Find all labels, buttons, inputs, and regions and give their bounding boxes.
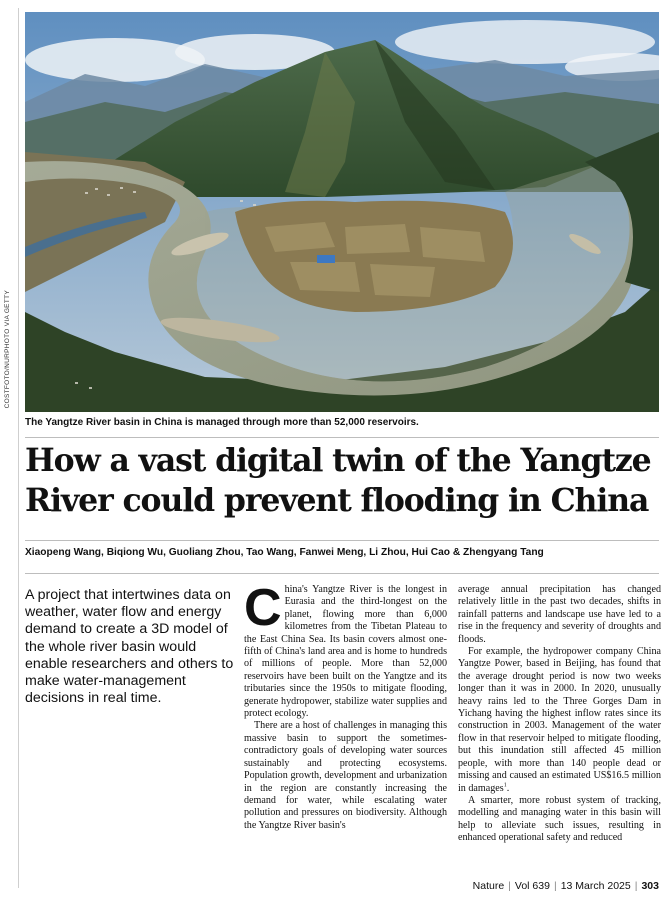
body-paragraph: There are a host of challenges in managing this massive basin to support the sometimes-contradictory goals of developing water sources sustainably and protecting ecosystems. Population growth, development and urbanization in the region are constantly increasing the demand for water, while escalating water pollution and pressures on biodiversity. Although the Yangtze River basin's [244, 720, 447, 831]
body-paragraph [458, 646, 661, 795]
issue-date: 13 March 2025 [560, 880, 631, 892]
paragraph-3-text: For example, the hydropower company China Yangtze Power, based in Beijing, has found that the average drought period is now two weeks longer than it was in 2000. In 2020, unusually heavy rains led to the Three Gorges Dam in Yichang having the highest inflow rates since its construction in 2003. Management of the water flow in that reservoir helped to mitigate flooding, but this inundation still affected 45 million people, with more than 140 people dead or missing and caused an estimated US$16.5 million in damages [458, 646, 661, 794]
reference-marker[interactable]: 1 [503, 782, 507, 789]
paragraph-3-end: . [506, 782, 510, 794]
body-paragraph-continued: average annual precipitation has changed relatively little in the past two decades, shifts in rainfall patterns and landscape use have led to a rise in the frequency and severity of droughts and floods. [458, 584, 661, 645]
journal-name: Nature [472, 880, 505, 892]
photo-credit: COSTFOTO/NURPHOTO VIA GETTY [4, 290, 11, 409]
hero-photo [25, 12, 659, 412]
headline-divider [25, 540, 659, 541]
yangtze-river-landscape-image [25, 12, 659, 412]
article-headline [25, 441, 659, 521]
body-column-2 [458, 584, 661, 845]
footer-separator: | [508, 880, 511, 892]
caption-divider [25, 437, 659, 438]
page-footer [440, 880, 659, 892]
photo-caption: The Yangtze River basin in China is managed through more than 52,000 reservoirs. [25, 417, 419, 428]
footer-separator: | [553, 880, 557, 892]
margin-rule [18, 8, 19, 888]
body-column-1 [244, 579, 447, 832]
body-paragraph: A smarter, more robust system of tracking, modelling and managing water in this basin will help to alleviate such issues, resulting in enhanced operational safety and reduced [458, 794, 661, 844]
body-paragraph [244, 579, 447, 720]
authors-divider [25, 573, 659, 574]
standfirst: A project that intertwines data on weather, water flow and energy demand to create a 3D model of the whole river basin would enable researchers and others to make water-management decisions in real time. [25, 587, 234, 707]
drop-cap: C [244, 579, 282, 637]
paragraph-1-text: hina's Yangtze River is the longest in Eurasia and the third-longest on the planet, flowing more than 6,000 kilometres from the Tibetan Plateau to the East China Sea. Its basin covers almost one-fifth of China's land area and is home to hundreds of millions of people. More than 52,000 reservoirs have been built on the Yangtze and its tributaries since the 1950s to mitigate flooding, generate hydropower, stabilize water supplies and protect ecology. [244, 584, 447, 720]
footer-separator: | [634, 880, 638, 892]
headline-line-1: How a vast digital twin of the Yangtze [25, 442, 651, 479]
author-list: Xiaopeng Wang, Biqiong Wu, Guoliang Zhou, Tao Wang, Fanwei Meng, Li Zhou, Hui Cao & Zhengyang Tang [25, 547, 544, 558]
page-number: 303 [641, 880, 659, 892]
journal-volume: Vol 639 [514, 880, 550, 892]
headline-line-2: River could prevent flooding in China [25, 482, 649, 519]
